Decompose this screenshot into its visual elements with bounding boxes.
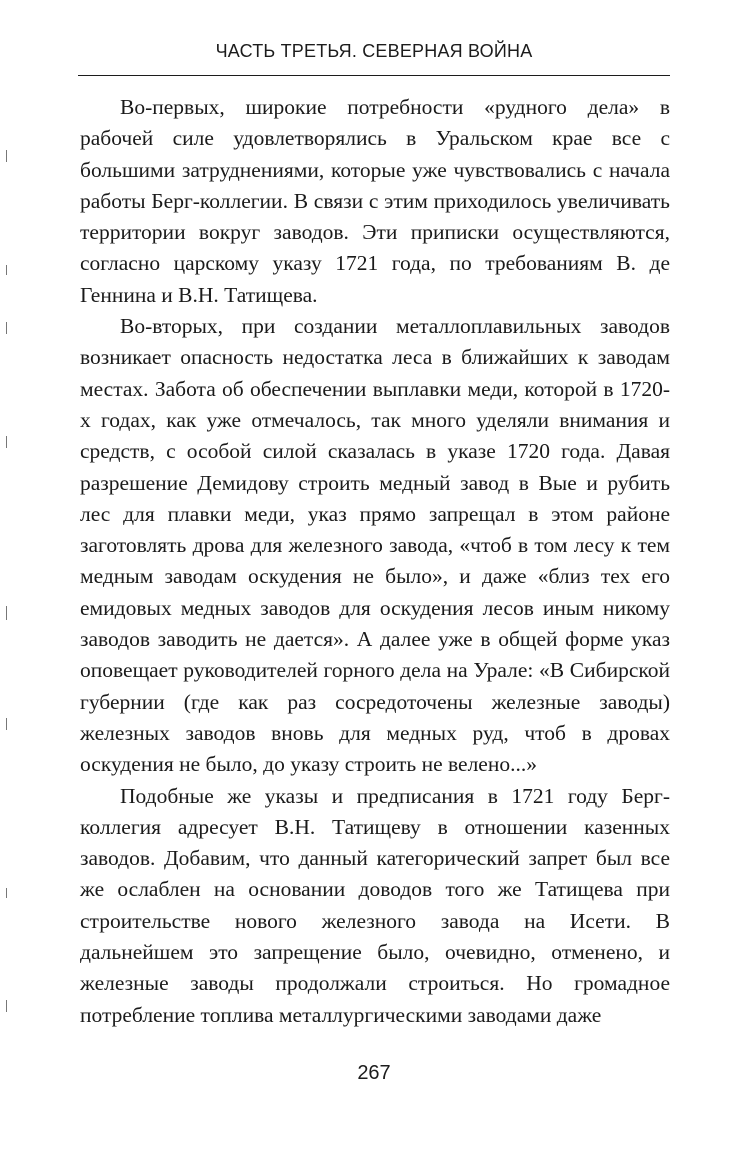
scan-edge-mark (6, 1000, 7, 1012)
paragraph-2: Во-вторых, при создании металлоплавильных заводов возникает опасность недостатка леса в ближайших к заводам местах. Забота об обеспечении выплавки меди, которой в 1720-х годах, как уже отмечалось, так много уделяли внимания и средств, с особой силой сказалась в указе 1720 года. Давая разрешение Демидову строить медный завод в Вые и рубить лес для плавки меди, указ прямо запрещал в этом районе заготовлять дрова для железного завода, «чтоб в том лесу к тем медным заводам оскудения не было», и даже «близ тех его емидовых медных заводов для оскудения лесов иным никому заводов заводить не дается». А далее уже в общей форме указ оповещает руководителей горного дела на Урале: «В Сибирской губернии (где как раз сосредоточены железные заводы) железных заводов вновь для медных руд, чтоб в дровах оскудения не было, до указу строить не велено...» (80, 314, 670, 777)
paragraph-1: Во-первых, широкие потребности «рудного дела» в рабочей силе удовлетворялись в Уральском крае все с большими затруднениями, которые уже чувствовались с начала работы Берг-коллегии. В связи с этим приходилось увеличивать территории вокруг заводов. Эти приписки осуществляются, согласно царскому указу 1721 года, по требованиям В. де Геннина и В.Н. Татищева. (80, 95, 670, 307)
scan-edge-mark (6, 606, 7, 620)
header-rule (78, 75, 670, 76)
body-text (80, 92, 670, 1031)
scan-edge-mark (6, 888, 7, 898)
scan-edge-mark (6, 150, 7, 162)
scan-edge-mark (6, 265, 7, 275)
scan-edge-mark (6, 718, 7, 730)
page-number: 267 (357, 1062, 391, 1084)
scan-edge-mark (6, 436, 7, 448)
running-header-title: ЧАСТЬ ТРЕТЬЯ. СЕВЕРНАЯ ВОЙНА (215, 41, 533, 61)
paragraph-3: Подобные же указы и предписания в 1721 году Берг-коллегия адресует В.Н. Татищеву в отношении казенных заводов. Добавим, что данный категорический запрет был все же ослаблен на основании доводов того же Татищева при строительстве нового железного завода на Исети. В дальнейшем это запрещение было, очевидно, отменено, и железные заводы продолжали строиться. Но громадное потребление топлива металлургическими заводами даже (80, 783, 670, 1027)
scan-edge-mark (6, 322, 7, 334)
